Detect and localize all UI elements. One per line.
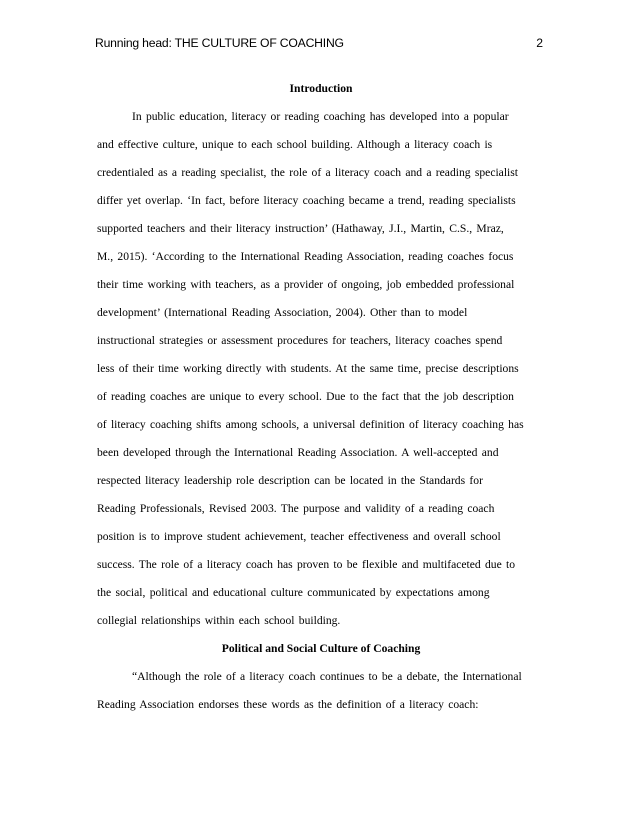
paragraph-line: Reading Professionals, Revised 2003. The purpose and validity of a reading coach (97, 502, 495, 515)
paragraph-line: and effective culture, unique to each school building. Although a literacy coach is (97, 138, 493, 151)
paragraph-line: been developed through the International Reading Association. A well-accepted and (97, 446, 499, 459)
paragraph-line: of literacy coaching shifts among schools, a universal definition of literacy coaching has (97, 418, 524, 431)
paragraph-line: success. The role of a literacy coach has proven to be flexible and multifaceted due to (97, 558, 516, 571)
paragraph-line: “Although the role of a literacy coach continues to be a debate, the International (132, 670, 522, 683)
page-header (95, 34, 543, 52)
paragraph-line: collegial relationships within each school building. (97, 614, 341, 627)
paragraph-line: less of their time working directly with students. At the same time, precise descriptions (97, 362, 519, 375)
paragraph-line: their time working with teachers, as a provider of ongoing, job embedded professional (97, 278, 515, 291)
document-body (97, 75, 545, 719)
paragraph-line: supported teachers and their literacy instruction’ (Hathaway, J.I., Martin, C.S., Mraz, (97, 222, 504, 235)
paragraph-line: the social, political and educational culture communicated by expectations among (97, 586, 490, 599)
paragraph-line: Reading Association endorses these words as the definition of a literacy coach: (97, 698, 479, 711)
paragraph-line: respected literacy leadership role description can be located in the Standards for (97, 474, 483, 487)
section-heading: Introduction (289, 82, 353, 95)
page-number: 2 (536, 36, 543, 50)
paragraph-line: In public education, literacy or reading coaching has developed into a popular (132, 110, 509, 123)
section-heading: Political and Social Culture of Coaching (221, 642, 421, 655)
running-head: Running head: THE CULTURE OF COACHING (95, 36, 344, 50)
paragraph-line: position is to improve student achievement, teacher effectiveness and overall school (97, 530, 501, 543)
paragraph-line: of reading coaches are unique to every school. Due to the fact that the job description (97, 390, 514, 403)
paragraph-line: credentialed as a reading specialist, the role of a literacy coach and a reading specialist (97, 166, 519, 179)
paragraph-line: development’ (International Reading Association, 2004). Other than to model (97, 306, 468, 319)
paragraph-line: differ yet overlap. ‘In fact, before literacy coaching became a trend, reading specialists (97, 194, 516, 207)
paragraph-line: M., 2015). ‘According to the International Reading Association, reading coaches focus (97, 250, 514, 263)
paragraph-line: instructional strategies or assessment procedures for teachers, literacy coaches spend (97, 334, 503, 347)
